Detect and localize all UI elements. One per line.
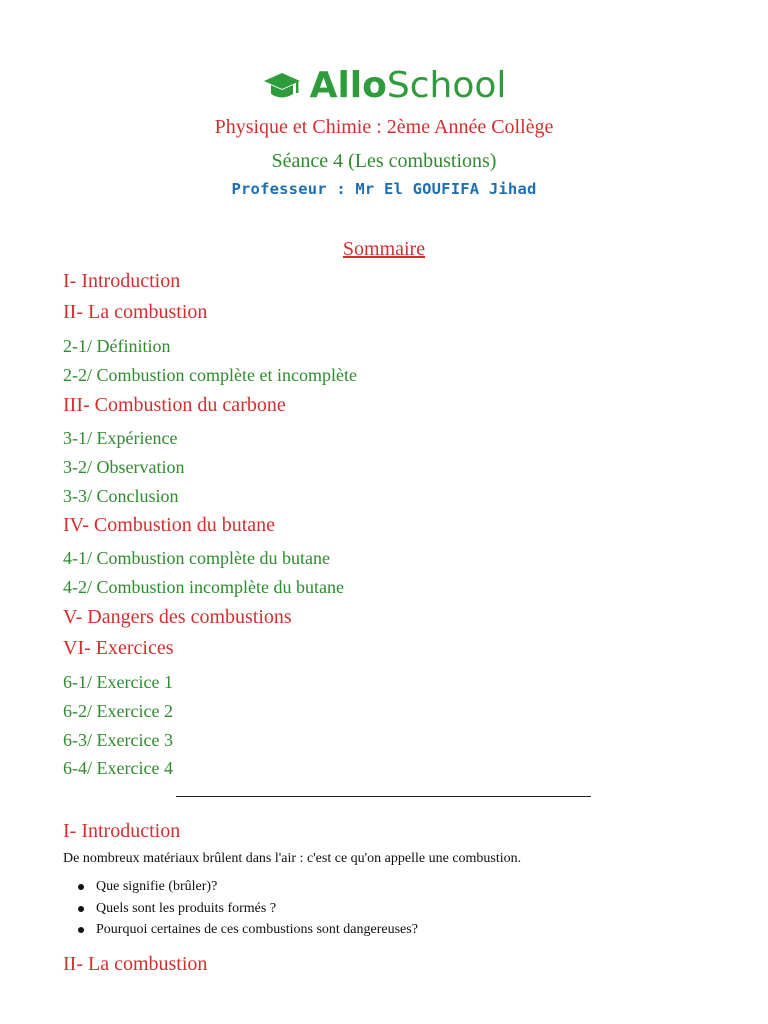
toc-item-introduction[interactable]: I- Introduction — [63, 270, 181, 292]
toc-item-exercices[interactable]: VI- Exercices — [63, 637, 174, 659]
logo-text-bold: Allo — [309, 65, 387, 106]
toc-item-exercice-4[interactable]: 6-4/ Exercice 4 — [63, 758, 173, 778]
toc-item-butane-incomplete[interactable]: 4-2/ Combustion incomplète du butane — [63, 577, 344, 597]
toc-item-exercice-1[interactable]: 6-1/ Exercice 1 — [63, 672, 173, 692]
bullet-icon — [78, 906, 84, 912]
alloschool-logo[interactable] — [0, 64, 768, 108]
list-item — [78, 878, 418, 900]
subject-line: Physique et Chimie : 2ème Année Collège — [214, 116, 554, 138]
session-line: Séance 4 (Les combustions) — [271, 150, 497, 172]
logo-text — [310, 64, 507, 108]
question-text: Pourquoi certaines de ces combustions sont dangereuses? — [96, 922, 418, 937]
toc-item-dangers[interactable]: V- Dangers des combustions — [63, 606, 292, 628]
section-divider — [176, 796, 591, 797]
toc-item-definition[interactable]: 2-1/ Définition — [63, 336, 171, 356]
bullet-icon — [78, 884, 84, 890]
intro-paragraph: De nombreux matériaux brûlent dans l'air : c'est ce qu'on appelle une combustion. — [63, 851, 522, 866]
question-list — [78, 878, 418, 943]
toc-item-la-combustion[interactable]: II- La combustion — [63, 301, 208, 323]
question-text: Quels sont les produits formés ? — [96, 900, 277, 916]
toc-item-exercice-3[interactable]: 6-3/ Exercice 3 — [63, 730, 173, 750]
toc-item-conclusion[interactable]: 3-3/ Conclusion — [63, 486, 179, 506]
list-item — [78, 900, 418, 922]
toc-item-butane-complete[interactable]: 4-1/ Combustion complète du butane — [63, 548, 330, 568]
toc-item-combustion-butane[interactable]: IV- Combustion du butane — [63, 514, 276, 536]
graduation-cap-icon — [262, 69, 302, 103]
toc-item-observation[interactable]: 3-2/ Observation — [63, 457, 185, 477]
teacher-line: Professeur : Mr El GOUFIFA Jihad — [231, 180, 537, 198]
list-item — [78, 921, 418, 943]
toc-item-combustion-carbone[interactable]: III- Combustion du carbone — [63, 394, 286, 416]
question-text: Que signifie (brûler)? — [96, 879, 218, 894]
toc-item-complete-incomplete[interactable]: 2-2/ Combustion complète et incomplète — [63, 365, 357, 385]
toc-item-exercice-2[interactable]: 6-2/ Exercice 2 — [63, 701, 173, 721]
toc-item-experience[interactable]: 3-1/ Expérience — [63, 428, 178, 448]
bullet-icon — [78, 927, 84, 933]
summary-title: Sommaire — [342, 238, 426, 260]
section-heading-la-combustion: II- La combustion — [63, 953, 208, 975]
section-heading-introduction: I- Introduction — [63, 820, 181, 842]
logo-text-regular: School — [386, 65, 507, 106]
